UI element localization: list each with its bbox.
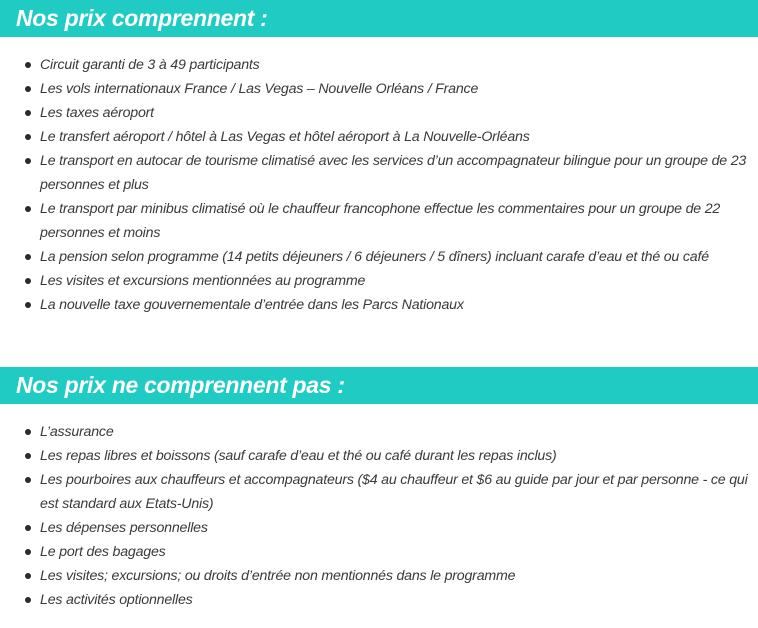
bullet-icon	[25, 278, 31, 284]
excluded-item	[0, 588, 758, 612]
bullet-icon	[25, 597, 31, 603]
bullet-icon	[25, 549, 31, 555]
excluded-item	[0, 444, 758, 468]
list-item-text: L’assurance	[40, 424, 114, 440]
bullet-icon	[25, 158, 31, 164]
excluded-item	[0, 516, 758, 540]
bullet-icon	[25, 134, 31, 140]
included-item	[0, 149, 758, 197]
included-item	[0, 101, 758, 125]
list-item-text: Les dépenses personnelles	[40, 520, 208, 536]
bullet-icon	[25, 453, 31, 459]
included-item	[0, 269, 758, 293]
bullet-icon	[25, 302, 31, 308]
included-item	[0, 245, 758, 269]
bullet-icon	[25, 254, 31, 260]
list-item-text: Les repas libres et boissons (sauf carafe d’eau et thé ou café durant les repas inclus)	[40, 448, 557, 464]
list-item-text: Les pourboires aux chauffeurs et accompagnateurs ($4 au chauffeur et $6 au guide par jour et par personne - ce qui est standard aux Etats-Unis)	[40, 472, 748, 512]
excluded-item	[0, 540, 758, 564]
included-item	[0, 197, 758, 245]
bullet-icon	[25, 110, 31, 116]
list-item-text: Le transport en autocar de tourisme climatisé avec les services d’un accompagnateur bilingue pour un groupe de 23 personnes et plus	[40, 153, 747, 193]
excluded-section-title: Nos prix ne comprennent pas :	[16, 372, 345, 398]
list-item-text: Les visites et excursions mentionnées au programme	[40, 273, 366, 289]
included-item	[0, 77, 758, 101]
included-items-list	[0, 53, 758, 317]
list-item-text: Le port des bagages	[40, 544, 166, 560]
list-item-text: Les taxes aéroport	[40, 105, 154, 121]
list-item-text: Les visites; excursions; ou droits d’entrée non mentionnés dans le programme	[40, 568, 516, 584]
list-item-text: La pension selon programme (14 petits déjeuners / 6 déjeuners / 5 dîners) incluant carafe d’eau et thé ou café	[40, 249, 709, 265]
included-section-title: Nos prix comprennent :	[16, 5, 268, 31]
excluded-item	[0, 564, 758, 588]
excluded-items-list	[0, 420, 758, 612]
list-item-text: La nouvelle taxe gouvernementale d’entrée dans les Parcs Nationaux	[40, 297, 464, 313]
included-item	[0, 293, 758, 317]
included-section-header	[0, 0, 758, 37]
bullet-icon	[25, 206, 31, 212]
bullet-icon	[25, 62, 31, 68]
included-item	[0, 53, 758, 77]
list-item-text: Le transport par minibus climatisé où le chauffeur francophone effectue les commentaires pour un groupe de 22 personnes et moins	[40, 201, 721, 241]
list-item-text: Les activités optionnelles	[40, 592, 193, 608]
bullet-icon	[25, 477, 31, 483]
bullet-icon	[25, 429, 31, 435]
bullet-icon	[25, 86, 31, 92]
list-item-text: Le transfert aéroport / hôtel à Las Vegas et hôtel aéroport à La Nouvelle-Orléans	[40, 129, 530, 145]
bullet-icon	[25, 573, 31, 579]
included-item	[0, 125, 758, 149]
bullet-icon	[25, 525, 31, 531]
list-item-text: Circuit garanti de 3 à 49 participants	[40, 57, 260, 73]
excluded-section-header	[0, 367, 758, 404]
list-item-text: Les vols internationaux France / Las Vegas – Nouvelle Orléans / France	[40, 81, 479, 97]
excluded-item	[0, 420, 758, 444]
excluded-item	[0, 468, 758, 516]
